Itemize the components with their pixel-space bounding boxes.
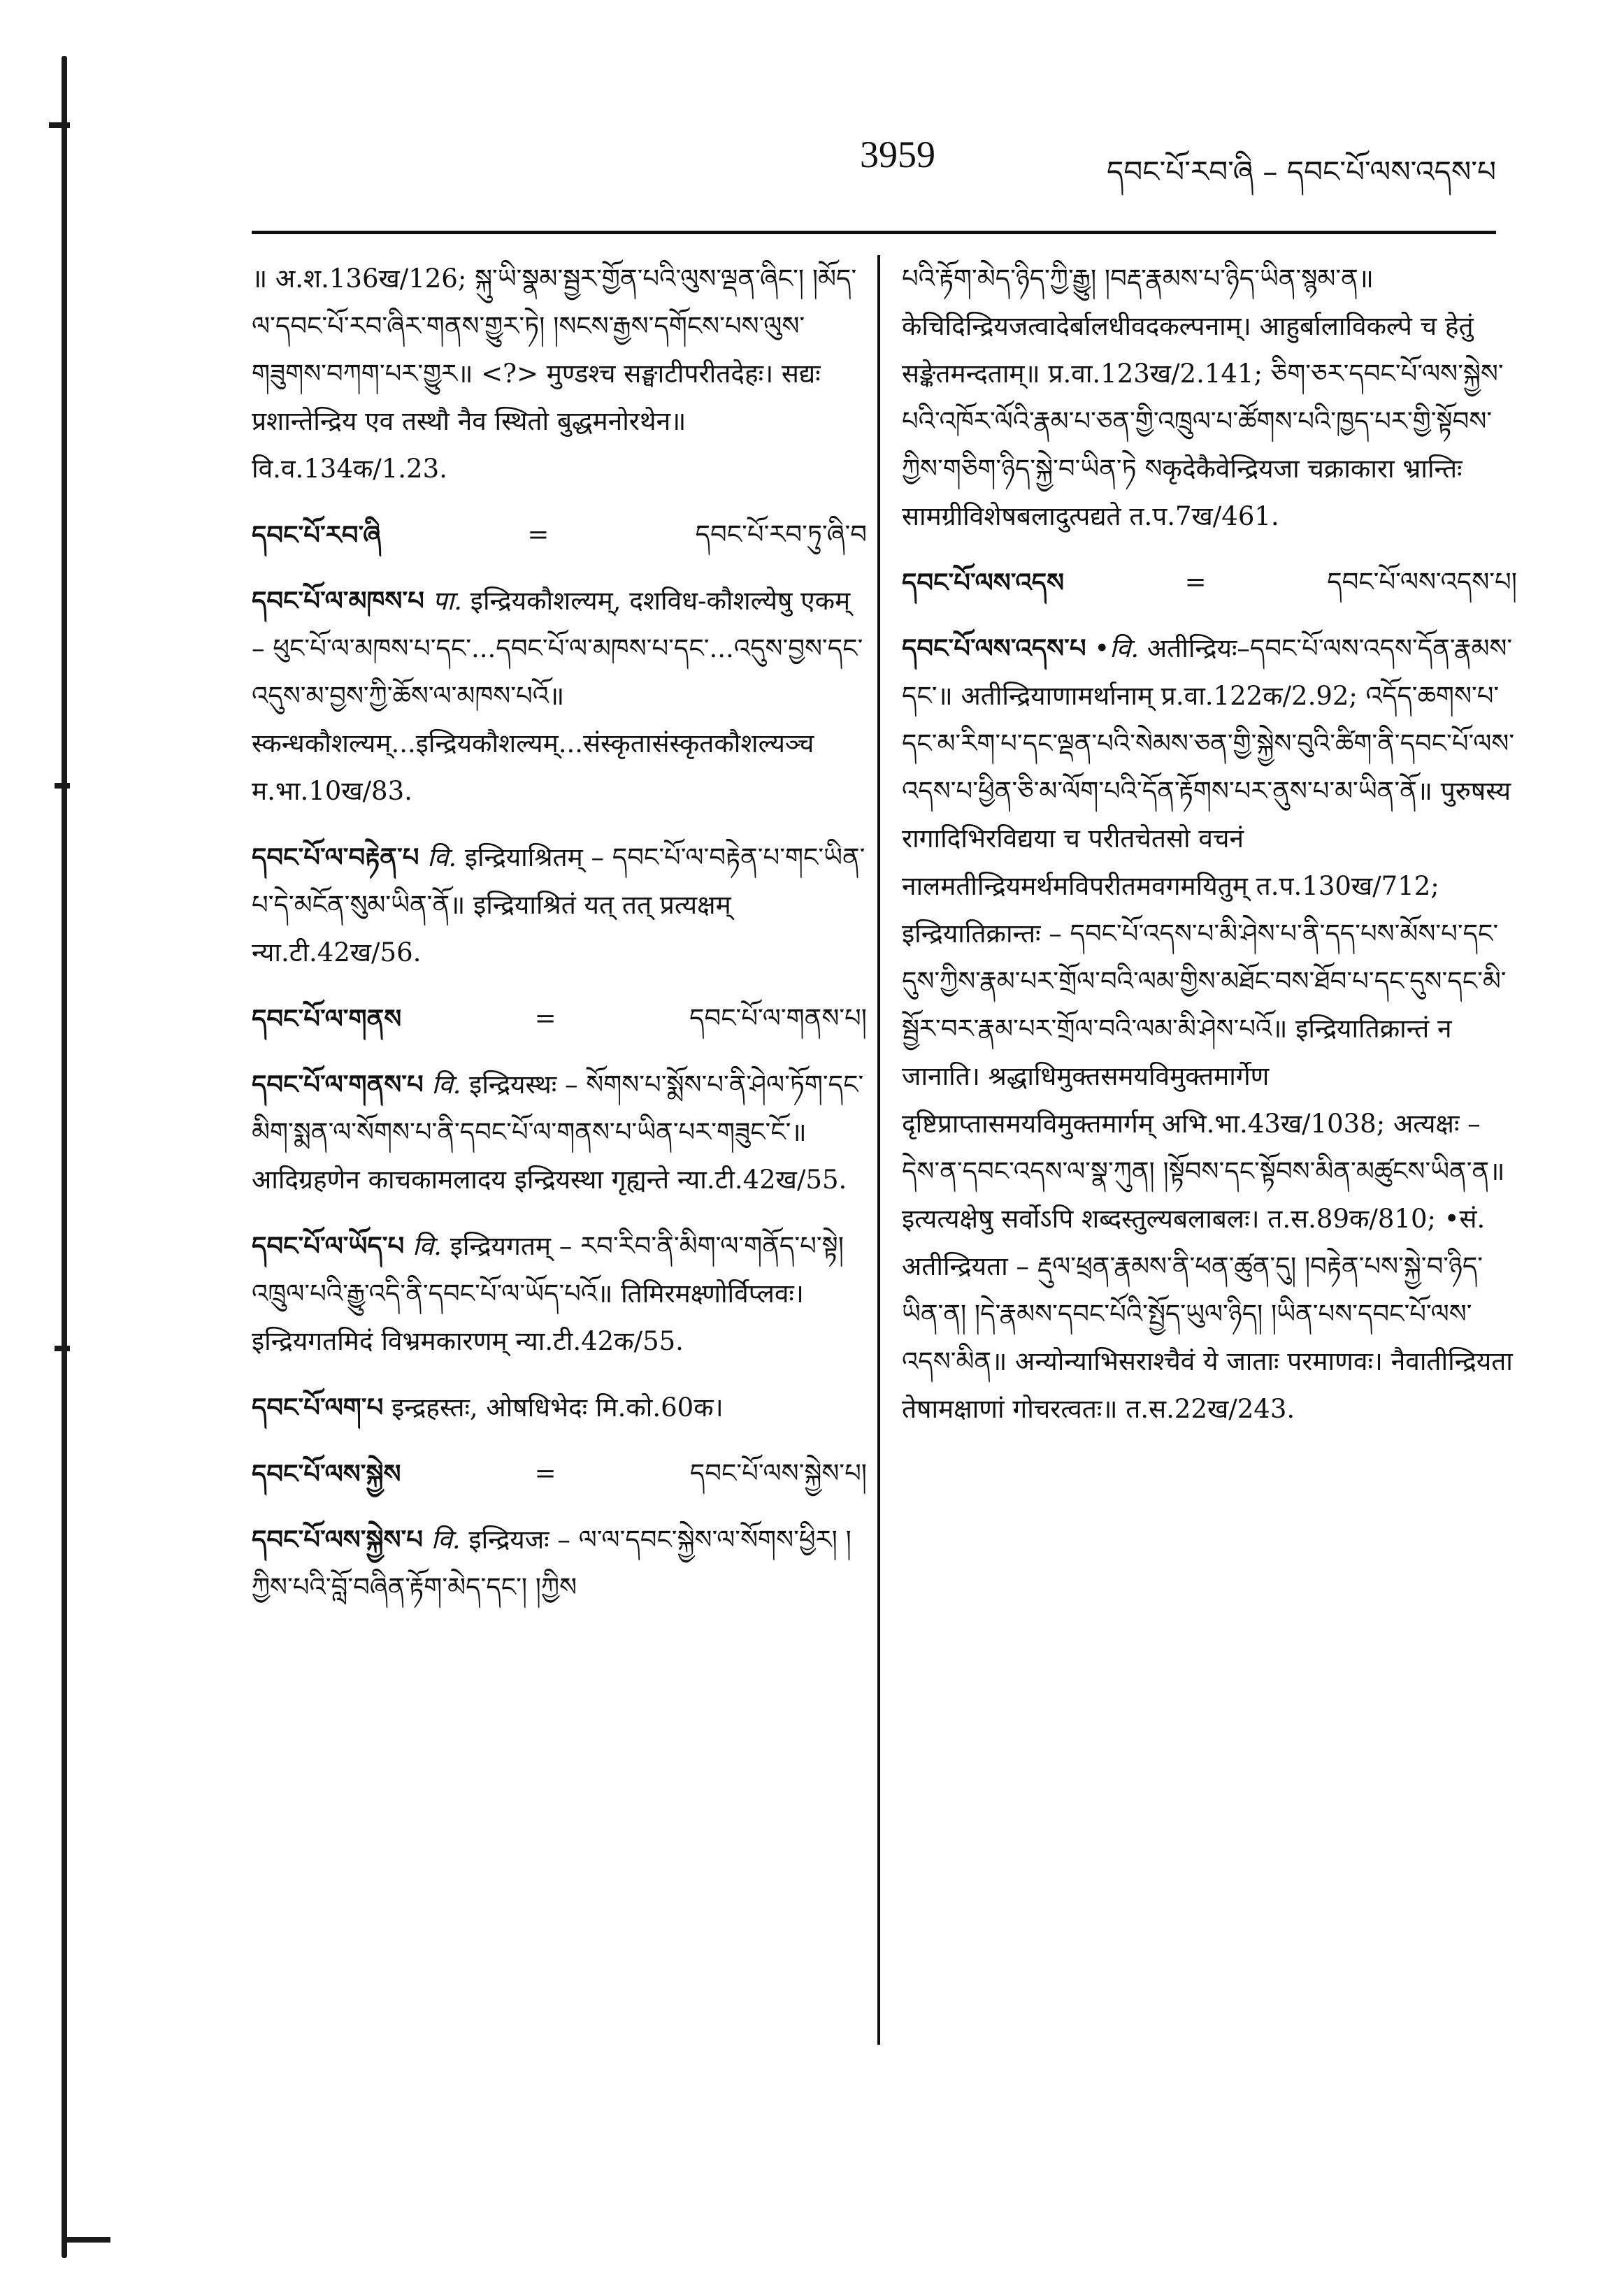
entry-text: इन्द्रियगतम् – རབ་རིབ་ནི་མིག་ལ་གནོད་པ་སྟེ། འཁྲུལ་པའི་རྒྱུ་འདི་ནི་དབང་པོ་ལ་ཡོད་པའོ॥ तिमिरमक्ष्णोर्विप्लवः। इन्द्रियगतमिदं विभ्रमकारणम् न्या.टी.42क/55. [252, 1231, 844, 1356]
cross-reference [252, 1450, 867, 1497]
dictionary-entry [252, 577, 867, 815]
header-rule [252, 231, 1496, 234]
left-column [252, 255, 867, 1629]
column-divider [877, 255, 880, 2045]
binding-tick [55, 783, 70, 789]
binding-edge [62, 56, 67, 2258]
grammar-tag: वि. [427, 842, 457, 872]
headword: དབང་པོ་ལས་འདས་པ [902, 633, 1086, 663]
dictionary-entry [252, 1516, 867, 1611]
dictionary-entry [252, 833, 867, 977]
binding-tick [49, 122, 70, 128]
xref-target: དབང་པོ་ལས་འདས་པ། [1327, 567, 1517, 597]
entry-text: ॥ अ.श.136ख/126; སྐུ་ཡི་སྣམ་སྦྱར་གྱོན་པའི་ལུས་ལྡན་ཞིང་། །མོད་ལ་དབང་པོ་རབ་ཞིར་གནས་གྱུར་ཏེ། །སངས་རྒྱས་དགོངས་པས་ལུས་གཟུགས་བཀག་པར་གྱུར॥ <?> मुण्डश्च सङ्घाटीपरीतदेहः। सद्यः प्रशान्तेन्द्रिय एव तस्थौ नैव स्थितो बुद्धमनोरथेन॥ वि.व.134क/1.23. [252, 264, 857, 484]
page-number: 3959 [860, 134, 935, 175]
entry-text: इन्द्रियस्थः – སོགས་པ་སྨོས་པ་ནི་ཤེལ་ཏོག་དང་མིག་སྨན་ལ་སོགས་པ་ནི་དབང་པོ་ལ་གནས་པ་ཡིན་པར་གཟུང་ངོ་॥ आदिग्रहणेन काचकामलादय इन्द्रियस्था गृह्यन्ते न्या.टी.42ख/55. [252, 1070, 864, 1195]
dictionary-entry [252, 1222, 867, 1365]
right-column [902, 255, 1517, 1451]
equals-sign: = [527, 519, 549, 549]
grammar-tag: •वि. [1094, 633, 1140, 663]
equals-sign: = [534, 1003, 556, 1033]
running-head: དབང་པོ་རབ་ཞི – དབང་པོ་ལས་འདས་པ [1107, 154, 1496, 189]
grammar-tag: वि. [431, 1070, 461, 1100]
cross-reference [252, 511, 867, 559]
headword: དབང་པོ་རབ་ཞི [252, 519, 382, 550]
equals-sign: = [1184, 567, 1207, 597]
xref-target: དབང་པོ་རབ་ཏུ་ཞི་བ [695, 519, 867, 549]
equals-sign: = [534, 1458, 556, 1488]
headword: དབང་པོ་ལས་སྐྱེས [252, 1458, 401, 1489]
headword: དབང་པོ་ལ་ཡོད་པ [252, 1230, 405, 1261]
grammar-tag: पा. [432, 586, 463, 616]
dictionary-entry [252, 1060, 867, 1204]
headword: དབང་པོ་ལ་གནས་པ [252, 1069, 424, 1100]
headword: དབང་པོ་ལས་སྐྱེས་པ [252, 1524, 423, 1555]
entry-continuation [252, 255, 867, 493]
entry-text: इन्द्रहस्तः, ओषधिभेदः मि.को.60क। [391, 1393, 724, 1423]
headword: དབང་པོ་ལས་འདས [902, 567, 1065, 598]
dictionary-entry [252, 1383, 867, 1432]
entry-text: इन्द्रियाश्रितम् – དབང་པོ་ལ་བརྟེན་པ་གང་ཡིན་པ་དེ་མངོན་སུམ་ཡིན་ནོ॥ इन्द्रियाश्रितं यत् तत् प्रत्यक्षम् न्या.टी.42ख/56. [252, 842, 865, 967]
cross-reference [252, 995, 867, 1042]
entry-continuation [902, 255, 1517, 540]
cross-reference [902, 559, 1517, 606]
headword: དབང་པོ་ལ་མཁས་པ [252, 585, 424, 616]
binding-tick [62, 2237, 110, 2243]
grammar-tag: वि. [412, 1231, 442, 1261]
headword: དབང་པོ་ལ་གནས [252, 1003, 402, 1034]
xref-target: དབང་པོ་ལ་གནས་པ། [689, 1003, 867, 1033]
entry-text: इन्द्रियजः – ལ་ལ་དབང་སྐྱེས་ལ་སོགས་ཕྱིར། །ཀྱིས་པའི་བློ་བཞིན་རྟོག་མེད་དང་། །ཀྱིས [252, 1525, 851, 1602]
headword: དབང་པོ་ལག་པ [252, 1392, 384, 1423]
xref-target: དབང་པོ་ལས་སྐྱེས་པ། [689, 1458, 867, 1488]
headword: དབང་པོ་ལ་བརྟེན་པ [252, 842, 419, 872]
entry-text: པའི་རྟོག་མེད་ཉིད་ཀྱི་རྒྱུ། །བརྡ་རྣམས་པ་ཉིད་ཡིན་སྙམ་ན॥ केचिदिन्द्रियजत्वादेर्बालधीवदकल्पनाम्। आहुर्बालाविकल्पे च हेतुं सङ्केतमन्दताम्॥ प्र.वा.123ख/2.141; ཅིག་ཅར་དབང་པོ་ལས་སྐྱེས་པའི་འཁོར་ལོའི་རྣམ་པ་ཅན་གྱི་འཁྲུལ་པ་ཚོགས་པའི་ཁྱད་པར་གྱི་སྟོབས་ཀྱིས་གཅིག་ཉིད་སྐྱེ་བ་ཡིན་ཏེ སकृदेकैवेन्द्रियजा चक्राकारा भ्रान्तिः सामग्रीविशेषबलादुत्पद्यते त.प.7ख/461. [902, 264, 1504, 531]
grammar-tag: वि. [431, 1525, 461, 1555]
entry-text: इन्द्रियकौशल्यम्, दशविध-कौशल्येषु एकम् – ཕུང་པོ་ལ་མཁས་པ་དང་...དབང་པོ་ལ་མཁས་པ་དང་...འདུས་བྱས་དང་འདུས་མ་བྱས་ཀྱི་ཆོས་ལ་མཁས་པའོ॥ स्कन्धकौशल्यम्...इन्द्रियकौशल्यम्...संस्कृतासंस्कृतकौशल्यञ्च म.भा.10ख/83. [252, 586, 863, 806]
binding-tick [55, 1346, 70, 1351]
dictionary-entry [902, 624, 1517, 1433]
entry-text: अतीन्द्रियः–དབང་པོ་ལས་འདས་དོན་རྣམས་དང་॥ अतीन्द्रियाणामर्थानाम् प्र.वा.122क/2.92; འདོད་ཆགས་པ་དང་མ་རིག་པ་དང་ལྡན་པའི་སེམས་ཅན་གྱི་སྐྱེས་བུའི་ཚིག་ནི་དབང་པོ་ལས་འདས་པ་ཕྱིན་ཅི་མ་ལོག་པའི་དོན་རྟོགས་པར་ནུས་པ་མ་ཡིན་ནོ॥ पुरुषस्य रागादिभिरविद्यया च परीतचेतसो वचनं नालमतीन्द्रियमर्थमविपरीतमवगमयितुम् त.प.130ख/712; इन्द्रियातिक्रान्तः – དབང་པོ་འདས་པ་མི་ཤེས་པ་ནི་དད་པས་མོས་པ་དང་དུས་ཀྱིས་རྣམ་པར་གྲོལ་བའི་ལམ་གྱིས་མཐོང་བས་ཐོབ་པ་དང་དུས་དང་མི་སྦྱོར་བར་རྣམ་པར་གྲོལ་བའི་ལམ་མི་ཤེས་པའོ॥ इन्द्रियातिक्रान्तं न जानाति। श्रद्धाधिमुक्तसमयविमुक्तमार्गेण दृष्टिप्राप्तासमयविमुक्तमार्गम् अभि.भा.43ख/1038; अत्यक्षः – དེས་ན་དབང་འདས་ལ་སྣ་ཀུན། །སྟོབས་དང་སྟོབས་མིན་མཚུངས་ཡིན་ན॥ इत्यत्यक्षेषु सर्वोऽपि शब्दस्तुल्यबलाबलः। त.स.89क/810; •सं. अतीन्द्रियता – རྡུལ་ཕྲན་རྣམས་ནི་ཕན་ཚུན་དུ། །བརྟེན་པས་སྐྱེ་བ་ཉིད་ཡིན་ན། །དེ་རྣམས་དབང་པོའི་སྤྱོད་ཡུལ་ཉིད། །ཡིན་པས་དབང་པོ་ལས་འདས་མིན॥ अन्योन्याभिसराश्चैवं ये जाताः परमाणवः। नैवातीन्द्रियता तेषामक्षाणां गोचरत्वतः॥ त.स.22ख/243. [902, 633, 1515, 1424]
page-header [252, 126, 1496, 203]
